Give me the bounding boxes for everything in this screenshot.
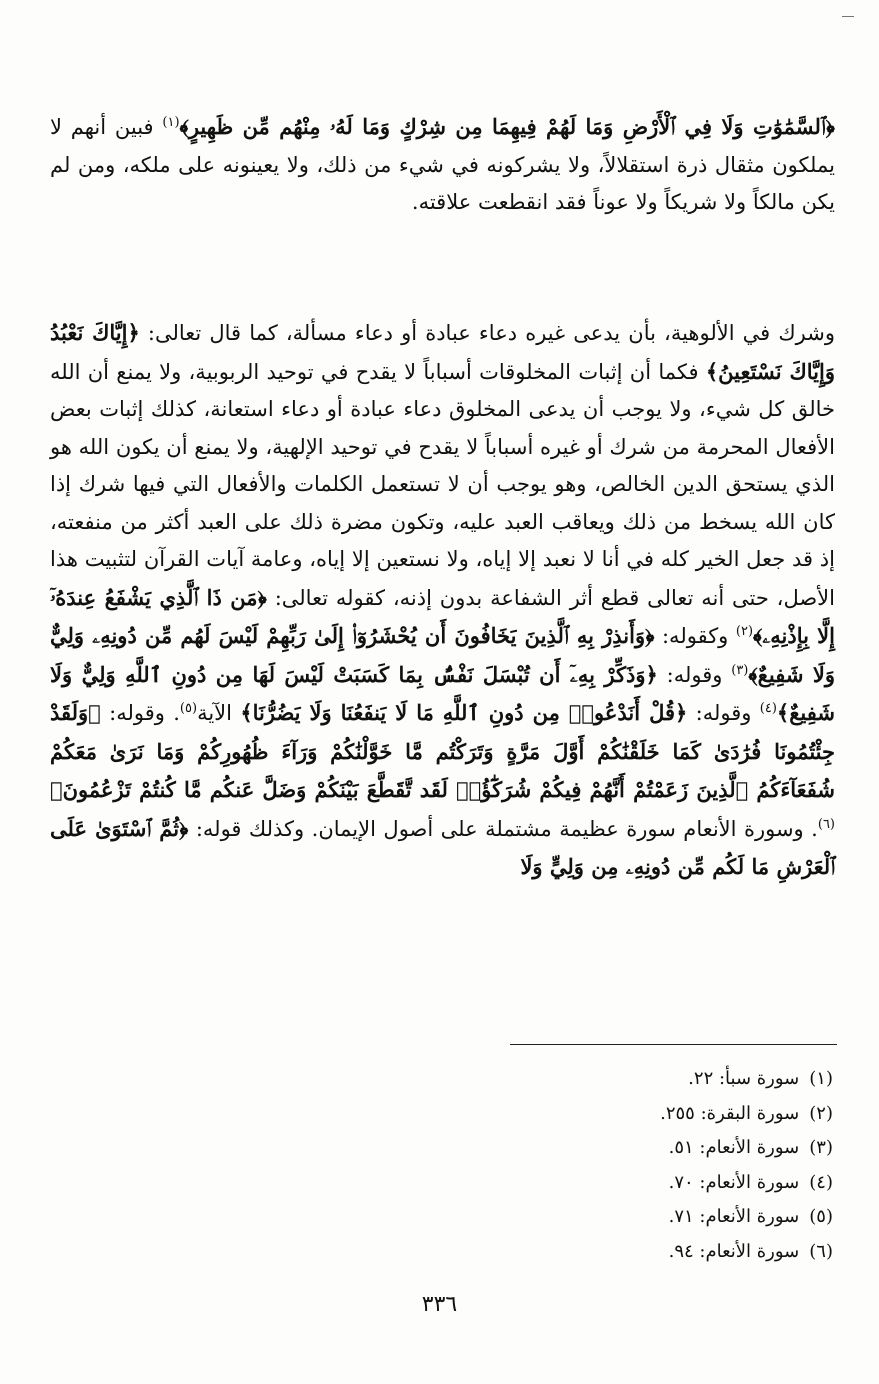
footnote-item: [660, 1166, 833, 1201]
footnote-ref-4: (٤): [759, 701, 777, 716]
quran-verse: ﴿قُلْ أَنَدْعُوا۟ مِن دُونِ ٱللَّهِ مَا لَا يَنفَعُنَا وَلَا يَضُرُّنَا﴾: [240, 700, 688, 725]
paragraph-1: [50, 108, 835, 222]
footnote-number: (٤): [809, 1171, 833, 1193]
quran-verse: ﴿ثُمَّ ٱسْتَوَىٰ عَلَى ٱلْعَرْشِ مَا لَكُم مِّن دُونِهِۦ مِن وَلِيٍّ وَلَا: [50, 815, 835, 879]
footnote-ref-5: (٥): [179, 701, 198, 716]
footnote-ref-6: (٦): [817, 816, 835, 832]
footnotes-list: [660, 1062, 833, 1269]
text-segment: الآية: [197, 701, 232, 725]
footnote-number: (١): [809, 1068, 833, 1089]
paragraph-2: [50, 314, 835, 887]
footnote-item: [660, 1097, 833, 1132]
text-segment: فكما أن إثبات المخلوقات أسباباً لا يقدح في توحيد الربوبية، ولا يمنع أن الله خالق كل شيء، ولا يوجب أن يدعى المخلوق دعاء عبادة أو دعاء استعانة، كذلك إثبات بعض الأفعال المحرمة من شرك أو غيره أسباباً لا يقدح في توحيد الإلهية، ولا يمنع أن يكون الله هو الذي يستحق الدين الخالص، وهو يوجب أن لا تستعمل الكلمات والأفعال التي فيها شرك إذا كان الله يسخط من ذلك ويعاقب العبد عليه، وتكون مضرة ذلك على العبد أكثر من منفعته، إذ قد جعل الخير كله في أنا لا نعبد إلا إياه، ولا نستعين إلا إياه، وعامة آيات القرآن لتثبيت هذا الأصل، حتى أنه تعالى قطع أثر الشفاعة بدون إذنه، كقوله تعالى:: [50, 359, 835, 610]
footnote-text: سورة البقرة: ٢٥٥.: [660, 1102, 800, 1124]
footnote-item: [660, 1200, 833, 1235]
quran-verse: ﴿وَلَقَدْ جِئْتُمُونَا فُرَٰدَىٰ كَمَا خَلَقْنَٰكُمْ أَوَّلَ مَرَّةٍ وَتَرَكْتُم مَّا خَوَّلْنَٰكُمْ وَرَآءَ ظُهُورِكُمْ وَمَا نَرَىٰ مَعَكُمْ شُفَعَآءَكُمُ ٱلَّذِينَ زَعَمْتُمْ أَنَّهُمْ فِيكُمْ شُرَكَٰٓؤُا۟ لَقَد تَّقَطَّعَ بَيْنَكُمْ وَضَلَّ عَنكُم مَّا كُنتُمْ تَزْعُمُونَ﴾: [50, 700, 835, 802]
footnote-text: سورة الأنعام: ٩٤.: [668, 1240, 800, 1262]
text-segment: . وسورة الأنعام سورة عظيمة مشتملة على أصول الإيمان. وكذلك قوله:: [195, 816, 818, 841]
footnote-ref-3: (٣): [731, 662, 749, 678]
footnote-text: سورة الأنعام: ٧٠.: [668, 1171, 800, 1193]
quran-verse: ﴿ٱلسَّمَٰوَٰتِ وَلَا فِي ٱلْأَرْضِ وَمَا لَهُمْ فِيهِمَا مِن شِرْكٍ وَمَا لَهُۥ مِنْهُم مِّن ظَهِيرٍ﴾: [179, 114, 835, 139]
footnote-number: (٦): [809, 1240, 833, 1262]
scan-corner-mark: [842, 16, 854, 17]
footnote-text: سورة سبأ: ٢٢.: [688, 1068, 800, 1089]
text-segment: وشرك في الألوهية، بأن يدعى غيره دعاء عبادة أو دعاء مسألة، كما قال تعالى:: [147, 321, 835, 345]
footnote-item: [660, 1235, 833, 1270]
page-number: ٣٣٦: [421, 1292, 458, 1317]
text-segment: . وقوله:: [109, 701, 180, 725]
footnote-text: سورة الأنعام: ٧١.: [668, 1206, 800, 1227]
footnote-number: (٢): [809, 1102, 833, 1124]
quran-verse: ﴿مَن ذَا ٱلَّذِي يَشْفَعُ عِندَهُۥٓ إِلَّا بِإِذْنِهِۦ﴾: [50, 584, 835, 648]
text-segment: وقوله:: [666, 662, 723, 687]
text-segment: وقوله:: [695, 701, 752, 725]
footnote-number: (٣): [809, 1137, 833, 1158]
footnote-number: (٥): [809, 1206, 833, 1227]
footnote-ref-1: (١): [162, 115, 180, 130]
text-segment: وكقوله:: [661, 624, 729, 648]
footnote-divider: [510, 1044, 837, 1045]
footnote-text: سورة الأنعام: ٥١.: [668, 1137, 800, 1158]
quran-verse: ﴿وَذَكِّرْ بِهِۦٓ أَن تُبْسَلَ نَفْسٌۢ بِمَا كَسَبَتْ لَيْسَ لَهَا مِن دُونِ ٱللَّهِ وَلِيٌّ وَلَا شَفِيعٌ﴾: [50, 661, 835, 725]
quran-verse: ﴿وَأَنذِرْ بِهِ ٱلَّذِينَ يَخَافُونَ أَن يُحْشَرُوٓا۟ إِلَىٰ رَبِّهِمْ لَيْسَ لَهُم مِّن دُونِهِۦ وَلِيٌّ وَلَا شَفِيعٌ﴾: [50, 623, 835, 687]
footnote-item: [660, 1062, 833, 1097]
paragraph-1-text: فبين أنهم لا يملكون مثقال ذرة استقلالاً، ولا يشركونه في شيء من ذلك، ولا يعينونه على ملكه، ومن لم يكن مالكاً ولا شريكاً ولا عوناً فقد انقطعت علاقته.: [50, 115, 835, 214]
quran-verse: ﴿إِيَّاكَ نَعْبُدُ وَإِيَّاكَ نَسْتَعِينُ﴾: [50, 320, 835, 384]
footnote-item: [660, 1131, 833, 1166]
footnote-ref-2: (٢): [735, 624, 754, 639]
